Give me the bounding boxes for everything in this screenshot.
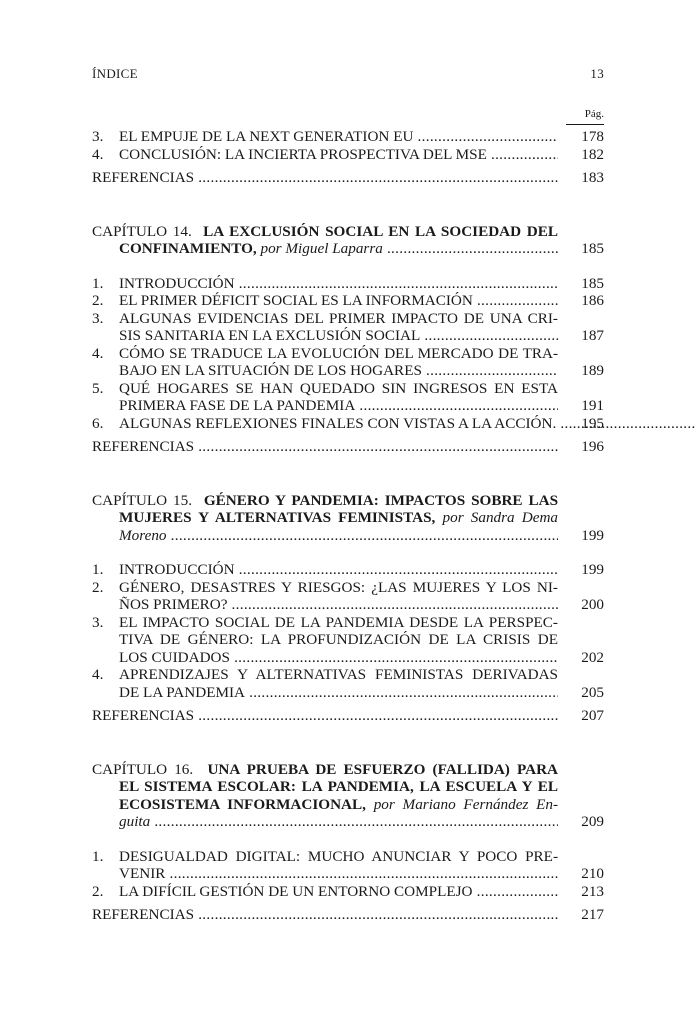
toc-entry xyxy=(92,345,604,380)
references-entry xyxy=(92,438,604,456)
toc-entry xyxy=(92,579,604,614)
chapter-heading-line xyxy=(92,492,604,510)
entry-page: 189 xyxy=(581,362,604,379)
page-number: 13 xyxy=(590,66,604,81)
chapter-heading-line xyxy=(92,223,604,241)
entry-page: 202 xyxy=(581,648,604,666)
entry-title-line-3: LOS CUIDADOS xyxy=(119,648,230,666)
entry-number: 1. xyxy=(92,847,104,865)
entry-title: EL PRIMER DÉFICIT SOCIAL ES LA INFORMACIÓN xyxy=(119,292,473,309)
entry-title-line-1: QUÉ HOGARES SE HAN QUEDADO SIN INGRESOS EN ESTA xyxy=(119,379,558,397)
entry-page: 185 xyxy=(581,274,604,292)
entry-page: 199 xyxy=(581,561,604,578)
references-page: 183 xyxy=(581,169,604,186)
chapter-title-line-1: UNA PRUEBA DE ESFUERZO (FALLIDA) PARA xyxy=(207,760,559,778)
chapter-by: por xyxy=(260,240,282,257)
toc-entry xyxy=(92,415,604,433)
entry-title-line-1: CÓMO SE TRADUCE LA EVOLUCIÓN DEL MERCADO DE TRA- xyxy=(119,344,558,362)
entry-number: 6. xyxy=(92,414,104,432)
chapter-title-line-1: GÉNERO Y PANDEMIA: IMPACTOS SOBRE LAS xyxy=(203,491,559,509)
chapter-title-line-1: LA EXCLUSIÓN SOCIAL EN LA SOCIEDAD DEL xyxy=(203,222,559,240)
references-label: REFERENCIAS xyxy=(92,438,195,455)
references-label: REFERENCIAS xyxy=(92,707,195,724)
entry-number: 4. xyxy=(92,666,104,683)
entry-number: 2. xyxy=(92,882,104,900)
chapter-label: CAPÍTULO 14. xyxy=(92,222,192,240)
entry-title-line-1: GÉNERO, DESASTRES Y RIESGOS: ¿LAS MUJERES Y LOS NI- xyxy=(119,578,558,596)
chapter-16 xyxy=(92,761,604,831)
entry-title-line-2: PRIMERA FASE DE LA PANDEMIA xyxy=(119,397,356,414)
entry-number: 1. xyxy=(92,561,104,578)
entry-page: 213 xyxy=(581,882,604,900)
chapter-page: 209 xyxy=(581,813,604,830)
chapter-label: CAPÍTULO 15. xyxy=(92,491,192,509)
toc-entry xyxy=(92,666,604,701)
chapter-page: 199 xyxy=(581,526,604,544)
entry-title-line-2: DE LA PANDEMIA xyxy=(119,683,246,701)
chapter-label: CAPÍTULO 16. xyxy=(92,760,194,778)
entry-title-line-2: SIS SANITARIA EN LA EXCLUSIÓN SOCIAL xyxy=(119,327,421,344)
toc-entry xyxy=(92,614,604,667)
chapter-author-line-1: Sandra Dema xyxy=(470,509,559,526)
chapter-by: por xyxy=(442,509,464,526)
entry-title: INTRODUCCIÓN xyxy=(119,561,235,578)
entry-number: 3. xyxy=(92,309,104,327)
references-entry xyxy=(92,707,604,725)
entry-title: ALGUNAS REFLEXIONES FINALES CON VISTAS A LA ACCIÓN. xyxy=(119,414,557,432)
entry-page: 182 xyxy=(581,145,604,163)
chapter-author-line-1: Mariano Fernández En- xyxy=(402,795,559,813)
references-label: REFERENCIAS xyxy=(92,169,195,186)
entry-page: 195 xyxy=(581,414,604,432)
entry-page: 205 xyxy=(581,683,604,701)
page-column-rule xyxy=(566,124,604,125)
entry-number: 4. xyxy=(92,344,104,362)
entry-title: INTRODUCCIÓN xyxy=(119,274,235,292)
toc-entry xyxy=(92,292,604,310)
entry-number: 5. xyxy=(92,379,104,397)
entry-page: 187 xyxy=(581,327,604,344)
table-of-contents xyxy=(92,128,604,924)
entry-title-line-1: EL IMPACTO SOCIAL DE LA PANDEMIA DESDE LA PERSPEC- xyxy=(119,613,558,631)
references-page: 196 xyxy=(581,438,604,455)
chapter-title-line-2: EL SISTEMA ESCOLAR: LA PANDEMIA, LA ESCUELA Y EL xyxy=(119,778,558,795)
references-page: 207 xyxy=(581,707,604,724)
toc-entry xyxy=(92,310,604,345)
toc-entry xyxy=(92,146,604,164)
entry-page: 210 xyxy=(581,865,604,882)
running-head-title: ÍNDICE xyxy=(92,66,138,81)
chapter-15 xyxy=(92,492,604,545)
entry-title-line-2: ÑOS PRIMERO? xyxy=(119,596,228,613)
entry-title-line-1: DESIGUALDAD DIGITAL: MUCHO ANUNCIAR Y POCO PRE- xyxy=(119,847,558,865)
references-entry xyxy=(92,169,604,187)
entry-number: 4. xyxy=(92,145,104,163)
chapter-title-line-2: MUJERES Y ALTERNATIVAS FEMINISTAS, xyxy=(119,509,436,526)
toc-entry xyxy=(92,561,604,579)
toc-entry xyxy=(92,275,604,293)
entry-page: 200 xyxy=(581,596,604,613)
chapter-title-line-3: ECOSISTEMA INFORMACIONAL, xyxy=(119,795,366,813)
entry-number: 3. xyxy=(92,613,104,631)
references-entry xyxy=(92,906,604,924)
entry-title-line-2: VENIR xyxy=(119,865,166,882)
chapter-author-line-2: guita xyxy=(119,813,151,830)
entry-title: CONCLUSIÓN: LA INCIERTA PROSPECTIVA DEL MSE xyxy=(119,145,487,163)
entry-number: 2. xyxy=(92,578,104,596)
entry-number: 2. xyxy=(92,292,104,309)
entry-page: 178 xyxy=(581,128,604,145)
entry-number: 1. xyxy=(92,274,104,292)
chapter-heading-line xyxy=(92,761,604,779)
entry-title-line-1: ALGUNAS EVIDENCIAS DEL PRIMER IMPACTO DE UNA CRI- xyxy=(119,309,558,327)
toc-entry xyxy=(92,883,604,901)
chapter-author-line-2: Moreno xyxy=(119,526,167,544)
page-column-label: Pág. xyxy=(584,108,604,120)
references-label: REFERENCIAS xyxy=(92,906,195,923)
entry-number: 3. xyxy=(92,128,104,145)
toc-entry xyxy=(92,128,604,146)
chapter-title-line-2: CONFINAMIENTO, xyxy=(119,240,257,257)
chapter-author: Miguel Laparra xyxy=(285,240,383,257)
entry-title-line-2: BAJO EN LA SITUACIÓN DE LOS HOGARES xyxy=(119,362,422,379)
toc-entry xyxy=(92,848,604,883)
entry-title-line-2: TIVA DE GÉNERO: LA PROFUNDIZACIÓN DE LA CRISIS DE xyxy=(119,631,558,648)
entry-page: 191 xyxy=(581,397,604,414)
chapter-by: por xyxy=(373,795,395,813)
toc-entry xyxy=(92,380,604,415)
chapter-14 xyxy=(92,223,604,258)
references-page: 217 xyxy=(581,906,604,923)
entry-title-line-1: APRENDIZAJES Y ALTERNATIVAS FEMINISTAS DERIVADAS xyxy=(119,666,558,683)
entry-title: EL EMPUJE DE LA NEXT GENERATION EU xyxy=(119,128,414,145)
entry-title: LA DIFÍCIL GESTIÓN DE UN ENTORNO COMPLEJO xyxy=(119,882,473,900)
chapter-page: 185 xyxy=(581,240,604,257)
entry-page: 186 xyxy=(581,292,604,309)
